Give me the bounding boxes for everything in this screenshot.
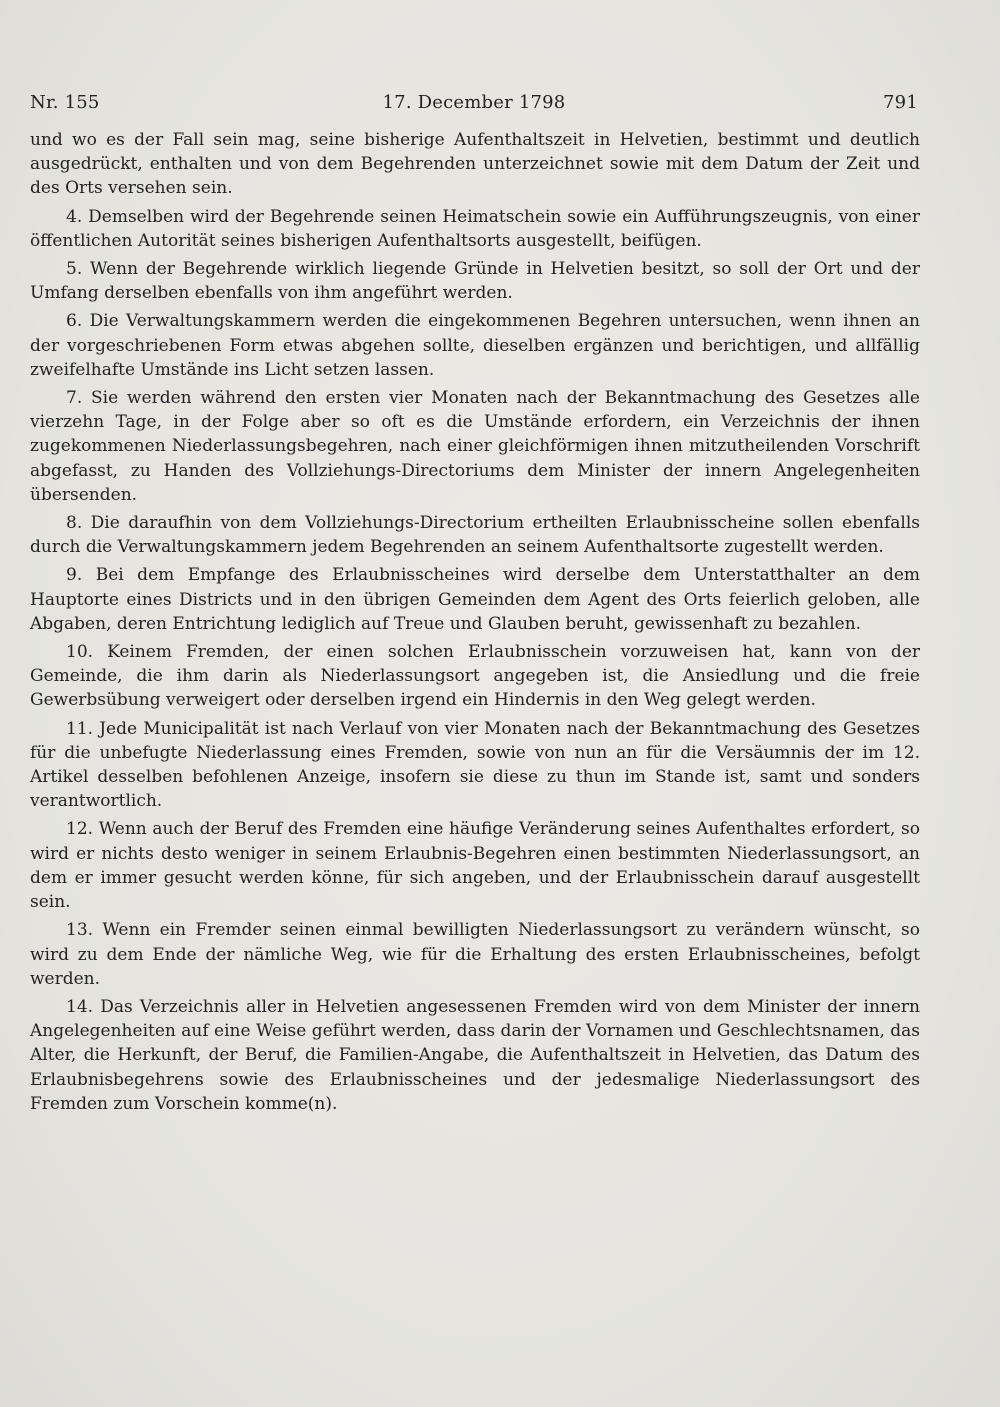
article-text: Keinem Fremden, der einen solchen Erlaubnisschein vorzuweisen hat, kann von der Gemeinde, die ihm darin als Niederlassungsort angegeben ist, die Ansiedlung und die freie Gewerbsübung verweigert oder derselben irgend ein Hindernis in den Weg gelegt werden.	[30, 642, 921, 711]
article-text: Sie werden während den ersten vier Monaten nach der Bekanntmachung des Gesetzes alle vierzehn Tage, in der Folge aber so oft es die Umstände erfordern, ein Verzeichnis der ihnen zugekommenen Niederlassungsbegehren, nach einer gleichförmigen ihnen mitzutheilenden Vorschrift abgefasst, zu Handen des Vollziehungs-Directoriums dem Minister der innern Angelegenheiten übersenden.	[30, 388, 920, 505]
article-text: Das Verzeichnis aller in Helvetien angesessenen Fremden wird von dem Minister der innern Angelegenheiten auf eine Weise geführt werden, dass darin der Vornamen und Geschlechtsnamen, das Alter, die Herkunft, der Beruf, die Familien-Angabe, die Aufenthaltszeit in Helvetien, das Datum des Erlaubnisbegehrens sowie des Erlaubnisscheines und der jedesmalige Niederlassungsort des Fremden zum Vorschein komme(n).	[30, 996, 920, 1114]
continuation-paragraph	[30, 128, 920, 201]
article-paragraph	[30, 918, 920, 991]
article-paragraph	[30, 511, 920, 559]
article-paragraph	[30, 640, 920, 713]
article-number: 4.	[66, 206, 83, 227]
article-number: 9.	[66, 565, 83, 586]
article-number: 14.	[66, 996, 94, 1017]
article-paragraph	[30, 817, 920, 914]
article-paragraph	[30, 995, 920, 1116]
article-text: Bei dem Empfange des Erlaubnisscheines wird derselbe dem Unterstatthalter an dem Hauptorte eines Districts und in den übrigen Gemeinden dem Agent des Orts feierlich geloben, alle Abgaben, deren Entrichtung lediglich auf Treue und Glauben beruht, gewissenhaft zu bezahlen.	[30, 565, 921, 634]
page-header	[30, 92, 918, 116]
article-number: 10.	[66, 642, 94, 663]
article-text: Die daraufhin von dem Vollziehungs-Directorium ertheilten Erlaubnisscheine sollen ebenfalls durch die Verwaltungskammern jedem Begehrenden an seinem Aufenthaltsorte zugestellt werden.	[30, 513, 921, 558]
document-body	[30, 128, 920, 1120]
article-paragraph	[30, 257, 920, 305]
article-paragraph	[30, 309, 920, 382]
article-number: 11.	[66, 718, 94, 739]
article-paragraph	[30, 205, 920, 253]
article-text: Wenn ein Fremder seinen einmal bewilligten Niederlassungsort zu verändern wünscht, so wird zu dem Ende der nämliche Weg, wie für die Erhaltung des ersten Erlaubnisscheines, befolgt werden.	[30, 920, 921, 989]
article-paragraph	[30, 563, 920, 636]
article-paragraph	[30, 717, 920, 814]
document-date: 17. December 1798	[382, 92, 566, 113]
article-text: Jede Municipalität ist nach Verlauf von vier Monaten nach der Bekanntmachung des Gesetzes für die unbefugte Niederlassung eines Fremden, sowie von nun an für die Versäumnis der im 12. Artikel desselben befohlenen Anzeige, insofern sie diese zu thun im Stande ist, samt und sonders verantwortlich.	[30, 718, 920, 812]
article-text: Wenn der Begehrende wirklich liegende Gründe in Helvetien besitzt, so soll der Ort und der Umfang derselben ebenfalls von ihm angeführt werden.	[30, 259, 920, 304]
article-text: Wenn auch der Beruf des Fremden eine häufige Veränderung seines Aufenthaltes erfordert, so wird er nichts desto weniger in seinem Erlaubnis-Begehren einen bestimmten Niederlassungsort, an dem er immer gesucht werden könne, für sich angeben, und der Erlaubnisschein darauf ausgestellt sein.	[30, 819, 920, 913]
page-number: 791	[883, 92, 918, 113]
article-text: und wo es der Fall sein mag, seine bisherige Aufenthaltszeit in Helvetien, bestimmt und deutlich ausgedrückt, enthalten und von dem Begehrenden unterzeichnet sowie mit dem Datum der Zeit und des Orts versehen sein.	[30, 130, 920, 199]
article-number: 7.	[66, 388, 83, 409]
document-number: Nr. 155	[30, 92, 100, 113]
article-text: Demselben wird der Begehrende seinen Heimatschein sowie ein Aufführungszeugnis, von einer öffentlichen Autorität seines bisherigen Aufenthaltsorts ausgestellt, beifügen.	[30, 206, 920, 251]
article-paragraph	[30, 386, 920, 507]
article-number: 6.	[66, 311, 83, 332]
article-number: 12.	[66, 819, 94, 840]
article-text: Die Verwaltungskammern werden die eingekommenen Begehren untersuchen, wenn ihnen an der vorgeschriebenen Form etwas abgehen sollte, dieselben ergänzen und berichtigen, und allfällig zweifelhafte Umstände ins Licht setzen lassen.	[30, 311, 920, 380]
article-number: 8.	[66, 513, 83, 534]
article-number: 5.	[66, 259, 83, 280]
article-number: 13.	[66, 920, 94, 941]
